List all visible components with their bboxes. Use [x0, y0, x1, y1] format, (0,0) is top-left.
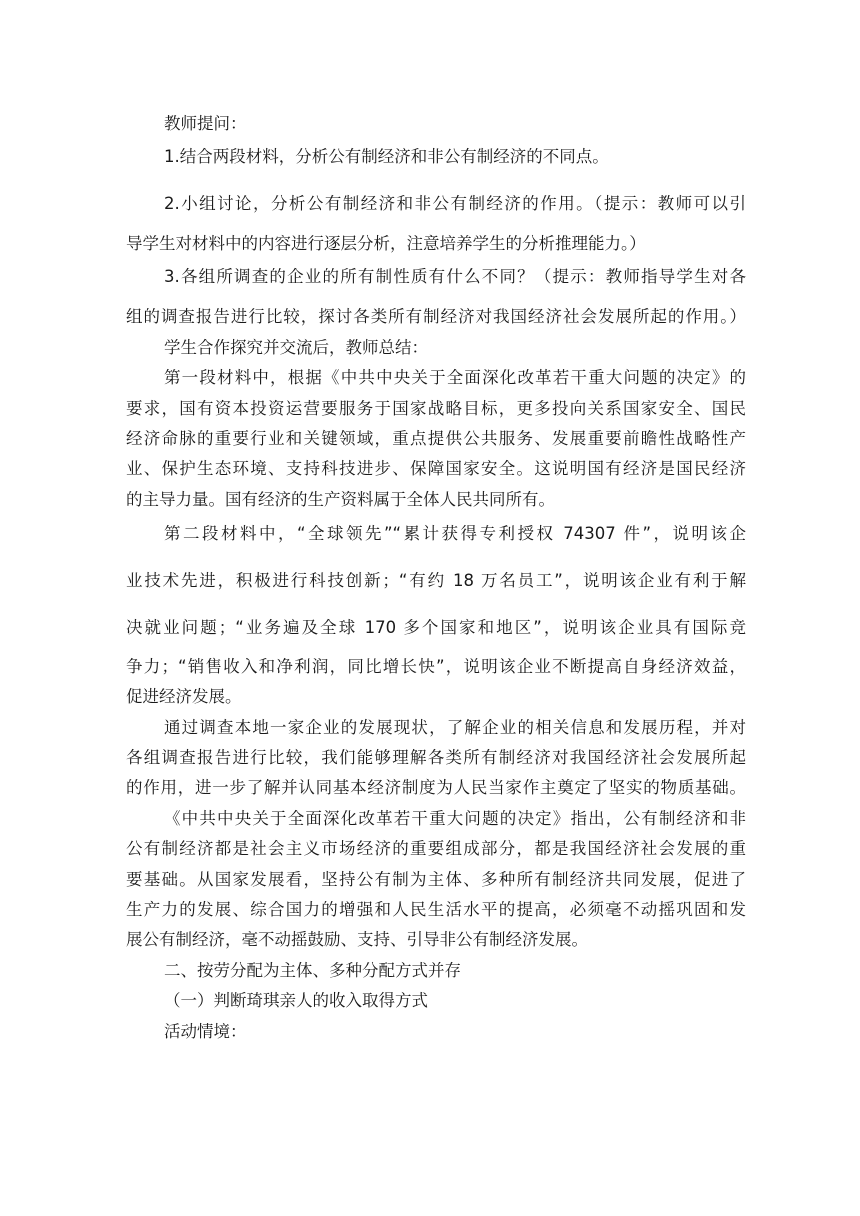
- paragraph-1-line-2: 要求，国有资本投资运营要服务于国家战略目标，更多投向关系国家安全、国民: [126, 399, 746, 418]
- paragraph-3-line-3: 的作用，进一步了解并认同基本经济制度为人民当家作主奠定了坚实的物质基础。: [126, 778, 746, 797]
- teacher-question-heading: 教师提问：: [164, 114, 247, 133]
- paragraph-4-line-1: 《中共中央关于全面深化改革若干重大问题的决定》指出，公有制经济和非: [164, 809, 746, 828]
- paragraph-4-line-5: 展公有制经济，毫不动摇鼓励、支持、引导非公有制经济发展。: [126, 930, 588, 949]
- paragraph-1-line-5: 的主导力量。国有经济的生产资料属于全体人民共同所有。: [126, 490, 555, 509]
- paragraph-2-line-5: 促进经济发展。: [126, 687, 242, 706]
- question-1: 1.结合两段材料，分析公有制经济和非公有制经济的不同点。: [164, 147, 609, 166]
- subsection-heading-1: （一）判断琦琪亲人的收入取得方式: [164, 991, 428, 1010]
- paragraph-4-line-3: 要基础。从国家发展看，坚持公有制为主体、多种所有制经济共同发展，促进了: [126, 870, 746, 889]
- paragraph-3-line-1: 通过调查本地一家企业的发展现状，了解企业的相关信息和发展历程，并对: [164, 718, 746, 737]
- paragraph-2-line-1: 第二段材料中，“全球领先”“累计获得专利授权 74307 件”，说明该企: [164, 524, 746, 543]
- paragraph-3-line-2: 各组调查报告进行比较，我们能够理解各类所有制经济对我国经济社会发展所起: [126, 748, 746, 767]
- question-2-line-2: 导学生对材料中的内容进行逐层分析，注意培养学生的分析推理能力。）: [126, 234, 646, 253]
- paragraph-4-line-2: 公有制经济都是社会主义市场经济的重要组成部分，都是我国经济社会发展的重: [126, 839, 746, 858]
- paragraph-2-line-2: 业技术先进，积极进行科技创新；“有约 18 万名员工”，说明该企业有利于解: [126, 571, 746, 590]
- paragraph-1-line-1: 第一段材料中，根据《中共中央关于全面深化改革若干重大问题的决定》的: [164, 368, 746, 387]
- question-2-line-1: 2.小组讨论，分析公有制经济和非公有制经济的作用。（提示：教师可以引: [164, 194, 746, 213]
- paragraph-1-line-4: 业、保护生态环境、支持科技进步、保障国家安全。这说明国有经济是国民经济: [126, 459, 746, 478]
- paragraph-2-line-3: 决就业问题；“业务遍及全球 170 多个国家和地区”，说明该企业具有国际竞: [126, 618, 746, 637]
- section-heading-2: 二、按劳分配为主体、多种分配方式并存: [164, 961, 461, 980]
- question-3-line-1: 3.各组所调查的企业的所有制性质有什么不同？（提示：教师指导学生对各: [164, 267, 746, 286]
- paragraph-2-line-4: 争力；“销售收入和净利润，同比增长快”，说明该企业不断提高自身经济效益，: [126, 657, 746, 676]
- summary-intro: 学生合作探究并交流后，教师总结：: [164, 338, 428, 357]
- paragraph-4-line-4: 生产力的发展、综合国力的增强和人民生活水平的提高，必须毫不动摇巩固和发: [126, 900, 746, 919]
- question-3-line-2: 组的调查报告进行比较，探讨各类所有制经济对我国经济社会发展所起的作用。）: [126, 307, 746, 326]
- paragraph-1-line-3: 经济命脉的重要行业和关键领域，重点提供公共服务、发展重要前瞻性战略性产: [126, 429, 746, 448]
- activity-context-label: 活动情境：: [164, 1022, 247, 1041]
